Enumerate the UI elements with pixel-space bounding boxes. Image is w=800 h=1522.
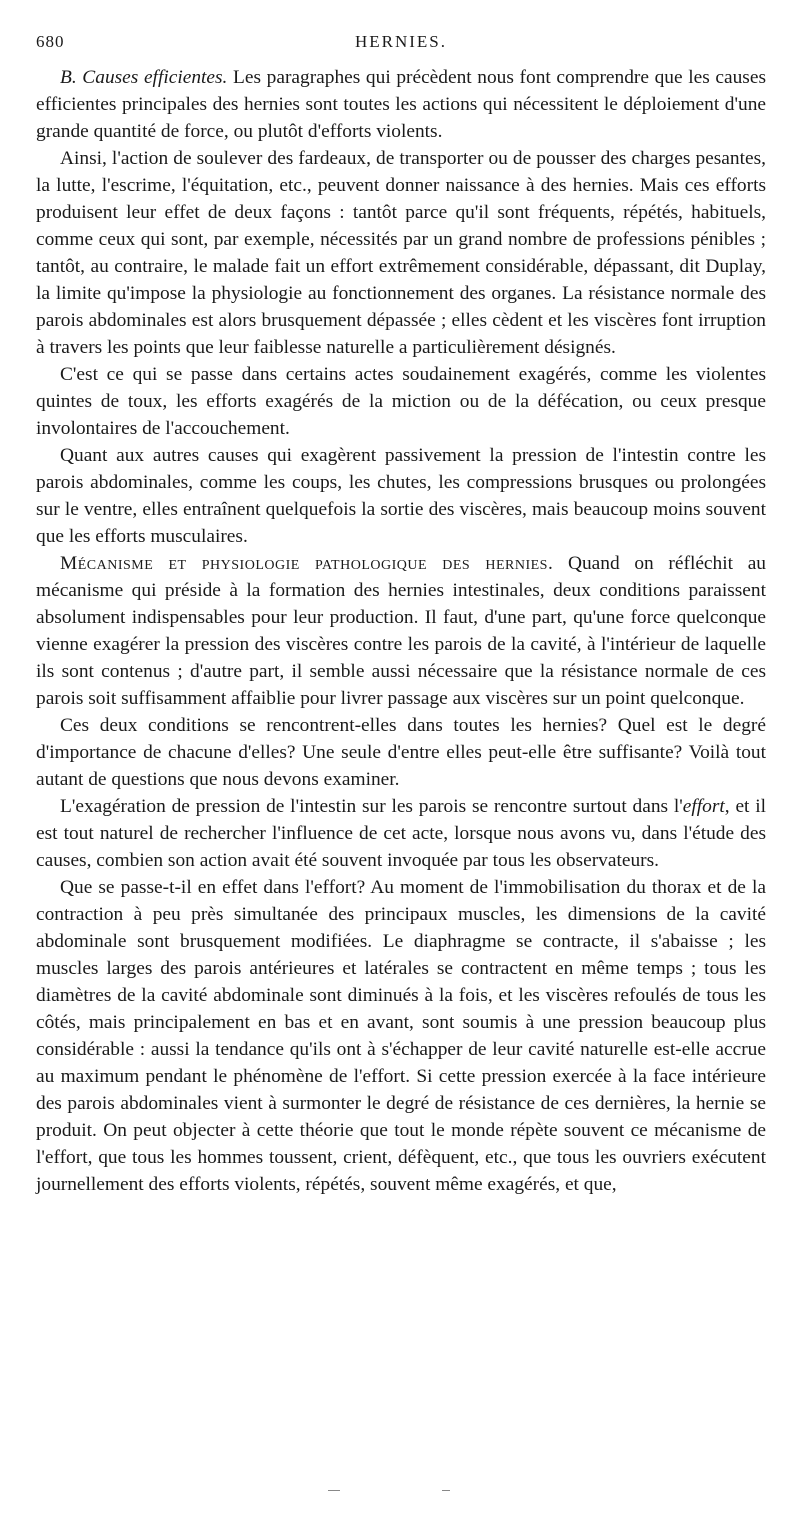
body-text <box>36 64 766 1198</box>
paragraph-text: C'est ce qui se passe dans certains actes soudainement exagérés, comme les violentes quintes de toux, les efforts exagérés de la miction ou de la défécation, ou ceux presque involontaires de l'accouchement. <box>36 364 766 439</box>
page-mark <box>328 1490 340 1491</box>
paragraph-text: , et il est tout naturel de rechercher l'influence de cet acte, lorsque nous avons vu, dans l'étude des causes, combien son action avait été souvent invoquée par tous les observateurs. <box>36 796 766 871</box>
paragraph-causes-efficientes <box>36 64 766 145</box>
section-heading-causes-efficientes: B. Causes efficientes. <box>60 67 228 88</box>
document-page <box>36 30 766 1198</box>
page-mark <box>442 1490 450 1491</box>
running-title: HERNIES. <box>354 32 448 51</box>
section-heading-mecanisme: Mécanisme et physiologie pathologique des hernies. <box>60 553 554 574</box>
running-head <box>36 30 766 58</box>
emphasis-effort: effort <box>682 796 725 817</box>
paragraph <box>36 145 766 361</box>
paragraph-text: L'exagération de pression de l'intestin sur les parois se rencontre surtout dans l' <box>60 796 683 817</box>
paragraph <box>36 442 766 550</box>
paragraph-text: Ces deux conditions se rencontrent-elles dans toutes les hernies? Quel est le degré d'importance de chacune d'elles? Une seule d'entre elles peut-elle être suffisante? Voilà tout autant de questions que nous devons examiner. <box>36 715 766 790</box>
paragraph-text: Ainsi, l'action de soulever des fardeaux, de transporter ou de pousser des charges pesantes, la lutte, l'escrime, l'équitation, etc., peuvent donner naissance à des hernies. Mais ces efforts produisent leur effet de deux façons : tantôt parce qu'il sont fréquents, répétés, habituels, comme ceux qui sont, par exemple, nécessités par un grand nombre de professions pénibles ; tantôt, au contraire, le malade fait un effort extrêmement considérable, dépassant, dit Duplay, la limite qu'impose la physiologie au fonctionnement des organes. La résistance normale des parois abdominales est alors brusquement dépassée ; elles cèdent et les viscères font irruption à travers les points que leur faiblesse naturelle a particulièrement désignés. <box>36 148 766 358</box>
page-number: 680 <box>36 32 65 51</box>
paragraph <box>36 793 766 874</box>
paragraph-mecanisme <box>36 550 766 712</box>
paragraph-text: Quand on réfléchit au mécanisme qui préside à la formation des hernies intestinales, deux conditions paraissent absolument indispensables pour leur production. Il faut, d'une part, qu'une force quelconque vienne exagérer la pression des viscères contre les parois de la cavité, à l'intérieur de laquelle ils sont contenus ; d'autre part, il semble aussi nécessaire que la résistance normale de ces parois soit suffisamment affaiblie pour livrer passage aux viscères sur un point quelconque. <box>36 553 766 709</box>
paragraph <box>36 712 766 793</box>
paragraph-text: Quant aux autres causes qui exagèrent passivement la pression de l'intestin contre les parois abdominales, comme les coups, les chutes, les compressions brusques ou prolongées sur le ventre, elles entraînent quelquefois la sortie des viscères, mais beaucoup moins souvent que les efforts musculaires. <box>36 445 766 547</box>
paragraph <box>36 874 766 1198</box>
paragraph <box>36 361 766 442</box>
paragraph-text: Les paragraphes qui précèdent nous font comprendre que les causes efficientes principales des hernies sont toutes les actions qui nécessitent le déploiement d'une grande quantité de force, ou plutôt d'efforts violents. <box>36 67 766 142</box>
paragraph-text: Que se passe-t-il en effet dans l'effort? Au moment de l'immobilisation du thorax et de la contraction à peu près simultanée des principaux muscles, les dimensions de la cavité abdominale sont brusquement modifiées. Le diaphragme se contracte, il s'abaisse ; les muscles larges des parois antérieures et latérales se contractent en même temps ; tous les diamètres de la cavité abdominale sont diminués à la fois, et les viscères refoulés de tous les côtés, mais principalement en bas et en avant, sont soumis à une pression beaucoup plus considérable : aussi la tendance qu'ils ont à s'échapper de leur cavité naturelle est-elle accrue au maximum pendant le phénomène de l'effort. Si cette pression exercée à la face intérieure des parois abdominales vient à surmonter le degré de résistance de ces dernières, la hernie se produit. On peut objecter à cette théorie que tout le monde répète souvent ce mécanisme de l'effort, que tous les hommes toussent, crient, défèquent, etc., que tous les ouvriers exécutent journellement des efforts violents, répétés, souvent même exagérés, et que, <box>36 877 766 1195</box>
